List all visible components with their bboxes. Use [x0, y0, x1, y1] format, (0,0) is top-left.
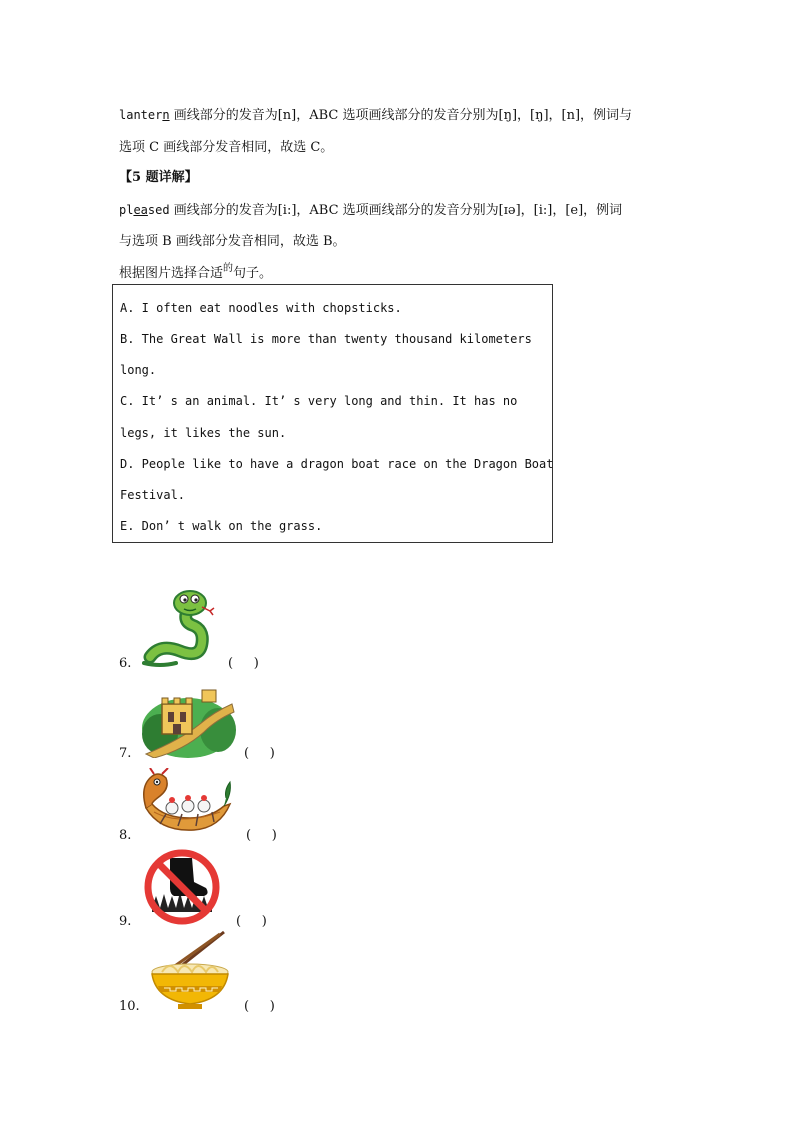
question-number: 9. [119, 914, 132, 929]
question-number: 7. [119, 746, 132, 761]
answer-blank[interactable]: ( ) [246, 828, 277, 843]
answer-explanation-line: 与选项 B 画线部分发音相同，故选 B。 [119, 234, 346, 249]
option-d: D. People like to have a dragon boat race on the Dragon Boat [120, 457, 554, 471]
option-b: B. The Great Wall is more than twenty thousand kilometers [120, 332, 532, 346]
instruction-text: 根据图片选择合适 [119, 266, 224, 281]
option-e: E. Don’ t walk on the grass. [120, 519, 323, 533]
instruction-text: 句子。 [233, 266, 273, 281]
dragon-boat-image [140, 768, 236, 840]
answer-explanation-line [119, 104, 632, 123]
example-word: lanter [119, 108, 163, 122]
options-box [112, 284, 553, 543]
option-b-cont: long. [120, 363, 157, 377]
question-number: 6. [119, 656, 132, 671]
no-walking-on-grass-sign-image [140, 848, 226, 926]
answer-explanation-line [119, 199, 622, 218]
underlined-letters: n [162, 108, 170, 122]
answer-blank[interactable]: ( ) [236, 914, 267, 929]
underlined-letters: ea [133, 203, 148, 217]
answer-blank[interactable]: ( ) [228, 656, 259, 671]
example-word: sed [147, 203, 170, 217]
noodle-bowl-image [148, 930, 234, 1012]
question-number: 10. [119, 999, 140, 1014]
question-number: 8. [119, 828, 132, 843]
section-heading: 【5 题详解】 [119, 170, 198, 185]
explanation-text: 画线部分的发音为[n]，ABC 选项画线部分的发音分别为[ŋ]，[ŋ]，[n]，例词与 [169, 108, 633, 123]
snake-image [140, 585, 220, 669]
answer-blank[interactable]: ( ) [244, 999, 275, 1014]
instruction-text: 的 [223, 263, 234, 274]
great-wall-image [140, 684, 236, 758]
option-c-cont: legs, it likes the sun. [120, 426, 287, 440]
instruction [119, 262, 272, 281]
answer-blank[interactable]: ( ) [244, 746, 275, 761]
answer-explanation-line: 选项 C 画线部分发音相同，故选 C。 [119, 140, 334, 155]
explanation-text: 画线部分的发音为[i:]，ABC 选项画线部分的发音分别为[ɪə]，[i:]，[e]，例词 [169, 203, 623, 218]
option-c: C. It’ s an animal. It’ s very long and thin. It has no [120, 394, 518, 408]
example-word: pl [119, 203, 134, 217]
option-d-cont: Festival. [120, 488, 186, 502]
option-a: A. I often eat noodles with chopsticks. [120, 301, 402, 315]
